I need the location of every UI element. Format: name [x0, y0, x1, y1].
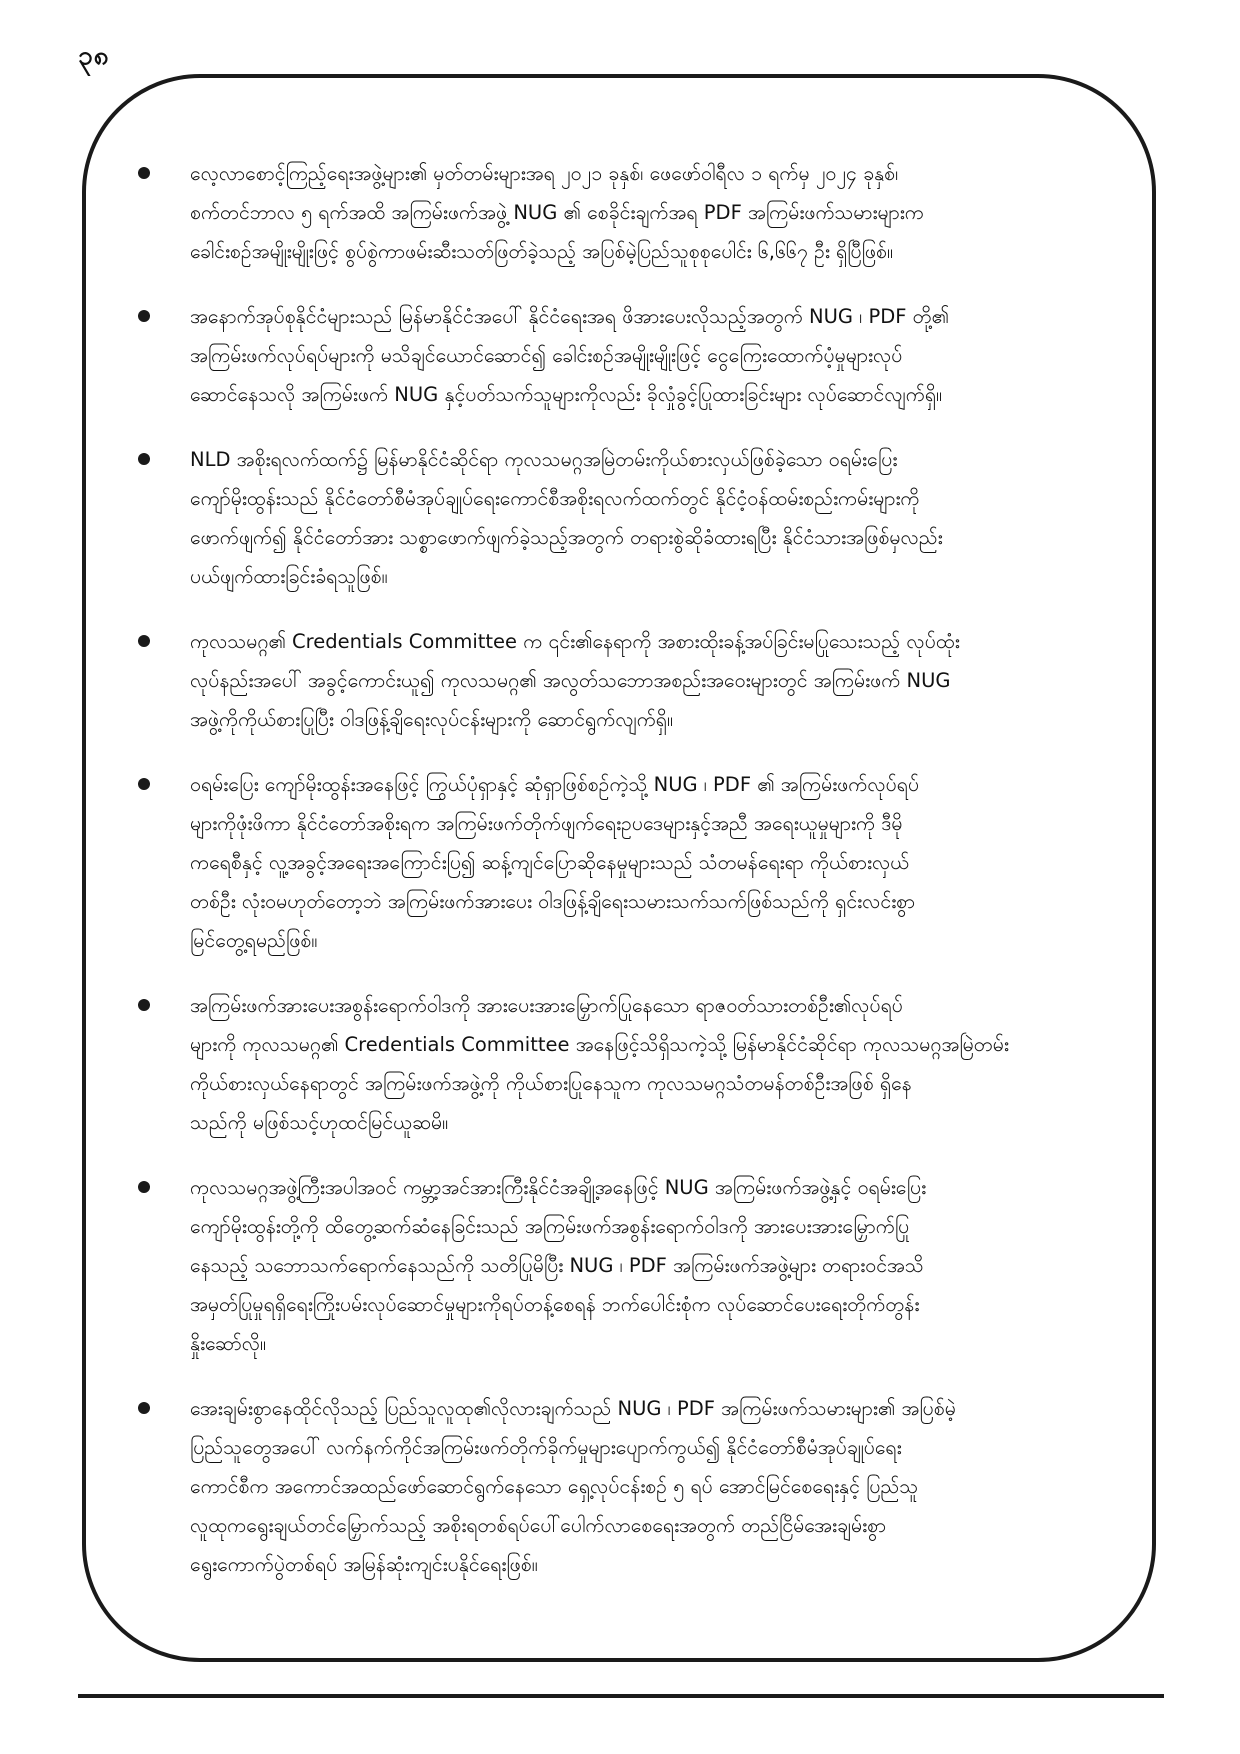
bullet-icon	[138, 778, 150, 790]
paragraph-line: အကြမ်းဖက်လုပ်ရပ်များကို မသိချင်ယောင်ဆောင်၍ ခေါင်းစဉ်အမျိုးမျိုးဖြင့် ငွေကြေးထောက်ပံ့မှုများလုပ်	[190, 344, 903, 367]
paragraph-line: အေးချမ်းစွာနေထိုင်လိုသည့် ပြည်သူလူထု၏လိုလားချက်သည် NUG ၊ PDF အကြမ်းဖက်သမားများ၏ အပြစ်မဲ့	[190, 1397, 956, 1420]
list-item	[132, 986, 1118, 1142]
paragraph-line: အမှတ်ပြုမှုရရှိရေးကြိုးပမ်းလုပ်ဆောင်မှုများကိုရပ်တန့်စေရန် ဘက်ပေါင်းစုံက လုပ်ဆောင်ပေးရေးတိုက်တွန်း	[190, 1293, 920, 1316]
paragraph-line: NLD အစိုးရလက်ထက်၌ မြန်မာနိုင်ငံဆိုင်ရာ ကုလသမဂ္ဂအမြဲတမ်းကိုယ်စားလှယ်ဖြစ်ခဲ့သော ဝရမ်းပြေး	[190, 448, 898, 471]
paragraph-line: များကို ကုလသမဂ္ဂ၏ Credentials Committee အနေဖြင့်သိရှိသကဲ့သို့ မြန်မာနိုင်ငံဆိုင်ရာ ကုလသမဂ္ဂအမြဲတမ်း	[190, 1033, 1009, 1056]
paragraph-line: ရွေးကောက်ပွဲတစ်ရပ် အမြန်ဆုံးကျင်းပနိုင်ရေးဖြစ်။	[190, 1553, 538, 1576]
bullet-paragraph	[190, 765, 1118, 960]
paragraph-line: အကြမ်းဖက်အားပေးအစွန်းရောက်ဝါဒကို အားပေးအားမြှောက်ပြုနေသော ရာဇဝတ်သားတစ်ဦး၏လုပ်ရပ်	[190, 994, 903, 1017]
bullet-icon	[138, 999, 150, 1011]
paragraph-line: အဖွဲ့ကိုကိုယ်စားပြုပြီး ဝါဒဖြန့်ချိရေးလုပ်ငန်းများကို ဆောင်ရွက်လျက်ရှိ။	[190, 708, 673, 731]
paragraph-line: ကုလသမဂ္ဂအဖွဲ့ကြီးအပါအဝင် ကမ္ဘာ့အင်အားကြီးနိုင်ငံအချို့အနေဖြင့် NUG အကြမ်းဖက်အဖွဲ့နှင့် ဝရမ်းပြေး	[190, 1176, 927, 1199]
bullet-paragraph	[190, 440, 1118, 596]
list-item	[132, 622, 1118, 739]
paragraph-line: ခေါင်းစဉ်အမျိုးမျိုးဖြင့် စွပ်စွဲကာဖမ်းဆီးသတ်ဖြတ်ခဲ့သည့် အပြစ်မဲ့ပြည်သူစုစုပေါင်း ၆,၆၆၇ ဦး ရှိပြီဖြစ်။	[190, 240, 893, 263]
list-item	[132, 154, 1118, 271]
paragraph-line: ဖောက်ဖျက်၍ နိုင်ငံတော်အား သစ္စာဖောက်ဖျက်ခဲ့သည့်အတွက် တရားစွဲဆိုခံထားရပြီး နိုင်ငံသားအဖြစ်မှလည်း	[190, 526, 943, 549]
paragraph-line: ကုလသမဂ္ဂ၏ Credentials Committee က ၎င်း၏နေရာကို အစားထိုးခန့်အပ်ခြင်းမပြုသေးသည့် လုပ်ထုံး	[190, 630, 960, 653]
bullet-icon	[138, 453, 150, 465]
paragraph-line: ကိုယ်စားလှယ်နေရာတွင် အကြမ်းဖက်အဖွဲ့ကို ကိုယ်စားပြုနေသူက ကုလသမဂ္ဂသံတမန်တစ်ဦးအဖြစ် ရှိနေ	[190, 1072, 912, 1095]
bullet-icon	[138, 1181, 150, 1193]
paragraph-line: အနောက်အုပ်စုနိုင်ငံများသည် မြန်မာနိုင်ငံအပေါ် နိုင်ငံရေးအရ ဖိအားပေးလိုသည့်အတွက် NUG ၊ PDF တို့၏	[190, 305, 950, 328]
paragraph-line: ကျော်မိုးထွန်းတို့ကို ထိတွေ့ဆက်ဆံနေခြင်းသည် အကြမ်းဖက်အစွန်းရောက်ဝါဒကို အားပေးအားမြှောက်ပြု	[190, 1215, 910, 1238]
bullet-icon	[138, 310, 150, 322]
paragraph-line: ကျော်မိုးထွန်းသည် နိုင်ငံတော်စီမံအုပ်ချုပ်ရေးကောင်စီအစိုးရလက်ထက်တွင် နိုင်ငံ့ဝန်ထမ်းစည်းကမ်းများကို	[190, 487, 920, 510]
list-item	[132, 297, 1118, 414]
bullet-list	[132, 154, 1118, 1610]
paragraph-line: တစ်ဦး လုံးဝမဟုတ်တော့ဘဲ အကြမ်းဖက်အားပေး ဝါဒဖြန့်ချိရေးသမားသက်သက်ဖြစ်သည်ကို ရှင်းလင်းစွာ	[190, 890, 916, 913]
page-number: ၃၈	[78, 41, 110, 71]
paragraph-line: မြင်တွေ့ရမည်ဖြစ်။	[190, 929, 318, 952]
paragraph-line: စက်တင်ဘာလ ၅ ရက်အထိ အကြမ်းဖက်အဖွဲ့ NUG ၏ စေခိုင်းချက်အရ PDF အကြမ်းဖက်သမားများက	[190, 201, 924, 224]
list-item	[132, 765, 1118, 960]
paragraph-line: ကရေစီနှင့် လူ့အခွင့်အရေးအကြောင်းပြ၍ ဆန့်ကျင်ပြောဆိုနေမှုများသည် သံတမန်ရေးရာ ကိုယ်စားလှယ်	[190, 851, 910, 874]
bullet-paragraph	[190, 154, 1118, 271]
bullet-icon	[138, 635, 150, 647]
paragraph-line: ပြည်သူတွေအပေါ် လက်နက်ကိုင်အကြမ်းဖက်တိုက်ခိုက်မှုများပျောက်ကွယ်၍ နိုင်ငံတော်စီမံအုပ်ချုပ်ရေး	[190, 1436, 902, 1459]
paragraph-line: ကောင်စီက အကောင်အထည်ဖော်ဆောင်ရွက်နေသော ရှေ့လုပ်ငန်းစဉ် ၅ ရပ် အောင်မြင်စေရေးနှင့် ပြည်သူ	[190, 1475, 919, 1498]
bullet-paragraph	[190, 1168, 1118, 1363]
bullet-icon	[138, 1402, 150, 1414]
paragraph-line: လုပ်နည်းအပေါ် အခွင့်ကောင်းယူ၍ ကုလသမဂ္ဂ၏ အလွတ်သဘောအစည်းအဝေးများတွင် အကြမ်းဖက် NUG	[190, 669, 951, 692]
paragraph-line: ဆောင်နေသလို အကြမ်းဖက် NUG နှင့်ပတ်သက်သူများကိုလည်း ခိုလှုံခွင့်ပြုထားခြင်းများ လုပ်ဆောင်လျက်ရှိ။	[190, 383, 942, 406]
paragraph-line: ပယ်ဖျက်ထားခြင်းခံရသူဖြစ်။	[190, 565, 388, 588]
paragraph-line: နှိုးဆော်လို။	[190, 1332, 266, 1355]
list-item	[132, 440, 1118, 596]
paragraph-line: များကိုဖုံးဖိကာ နိုင်ငံတော်အစိုးရက အကြမ်းဖက်တိုက်ဖျက်ရေးဥပဒေများနှင့်အညီ အရေးယူမှုများကို ဒီမို	[190, 812, 903, 835]
bullet-paragraph	[190, 1389, 1118, 1584]
bullet-paragraph	[190, 297, 1118, 414]
bullet-paragraph	[190, 622, 1118, 739]
bullet-icon	[138, 167, 150, 179]
bottom-divider	[78, 1694, 1164, 1698]
paragraph-line: ဝရမ်းပြေး ကျော်မိုးထွန်းအနေဖြင့် ကြွယ်ပုံရှာနှင့် ဆုံရှာဖြစ်စဉ်ကဲ့သို့ NUG ၊ PDF ၏ အကြမ်းဖက်လုပ်ရပ်	[190, 773, 920, 796]
paragraph-line: လူထုကရွေးချယ်တင်မြှောက်သည့် အစိုးရတစ်ရပ်ပေါ်ပေါက်လာစေရေးအတွက် တည်ငြိမ်အေးချမ်းစွာ	[190, 1514, 887, 1537]
paragraph-line: လေ့လာစောင့်ကြည့်ရေးအဖွဲ့များ၏ မှတ်တမ်းများအရ ၂၀၂၁ ခုနှစ်၊ ဖေဖော်ဝါရီလ ၁ ရက်မှ ၂၀၂၄ ခုနှစ်၊	[190, 162, 899, 185]
list-item	[132, 1168, 1118, 1363]
paragraph-line: သည်ကို မဖြစ်သင့်ဟုထင်မြင်ယူဆမိ။	[190, 1111, 448, 1134]
bullet-paragraph	[190, 986, 1118, 1142]
paragraph-line: နေသည့် သဘောသက်ရောက်နေသည်ကို သတိပြုမိပြီး NUG ၊ PDF အကြမ်းဖက်အဖွဲ့များ တရားဝင်အသိ	[190, 1254, 924, 1277]
list-item	[132, 1389, 1118, 1584]
